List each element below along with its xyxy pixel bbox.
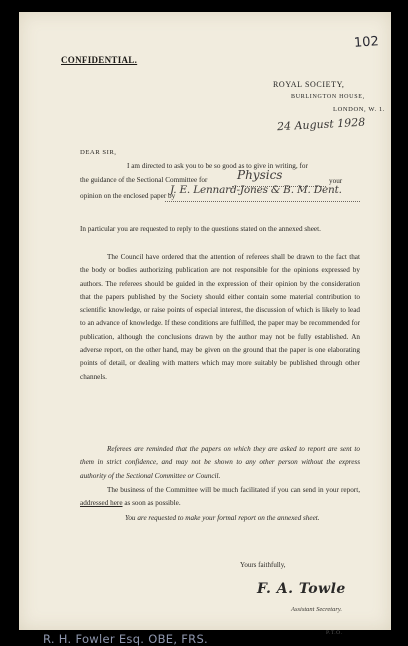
paragraph-2: In particular you are requested to reply to the questions stated on the annexed sheet. — [80, 225, 321, 233]
paragraph-1-line-3: opinion on the enclosed paper by — [80, 192, 176, 200]
handwritten-recipient: R. H. Fowler Esq. OBE, FRS. — [43, 632, 208, 646]
closing: Yours faithfully, — [240, 561, 286, 569]
salutation: DEAR SIR, — [80, 149, 117, 156]
confidential-heading: CONFIDENTIAL. — [61, 55, 138, 65]
address-line-2: BURLINGTON HOUSE, — [291, 94, 365, 100]
handwritten-date: 24 August 1928 — [276, 115, 366, 134]
paragraph-1-line-2: the guidance of the Sectional Committee for — [80, 176, 208, 184]
paragraph-5-end: as soon as possible. — [124, 499, 181, 508]
paragraph-1-your: your — [329, 177, 343, 185]
paragraph-1-line-1: I am directed to ask you to be so good as to give in writing, for — [127, 162, 308, 170]
paragraph-5-start: The business of the Committee will be much facilitated if you can send in your report, — [107, 486, 360, 494]
page-number: 102 — [353, 34, 380, 51]
letter-page — [19, 12, 391, 646]
signatory-title: Assistant Secretary. — [291, 606, 343, 613]
handwritten-authors: J. E. Lennard-Jones & B. M. Dent. — [170, 184, 342, 196]
paragraph-6: You are requested to make your formal report on the annexed sheet. — [125, 514, 320, 522]
paragraph-4: Referees are reminded that the papers on which they are asked to report are sent to them in strict confidence, and may not be shown to any other person without the express authority of the Sectional Committee or Council. — [80, 445, 360, 480]
paragraph-5 — [80, 484, 360, 511]
addressed-here-text: addressed here — [80, 499, 123, 508]
address-line-3: LONDON, W. 1. — [333, 106, 386, 113]
paragraph-3: The Council have ordered that the attention of referees shall be drawn to the fact that the body or bodies authorizing publication are not responsible for the opinions expressed by authors. The referees should be guided in the expression of their opinion by the consideration that the papers published by the Society should either contain some material contribution to scientific knowledge, or raise points of especial interest, the discussion of which is likely to lead to an advance of knowledge. If these conditions are fulfilled, the paper may be recommended for publication, although the conclusions drawn by the author may not be fully established. An adverse report, on the other hand, may be given on the ground that the paper is one elaborating points of detail, or dealing with matters which may more suitably be published through other channels. — [80, 253, 360, 381]
authors-fill-line — [165, 201, 360, 202]
address-line-1: ROYAL SOCIETY, — [273, 80, 345, 89]
handwritten-committee: Physics — [237, 168, 283, 182]
pto-note: P.T.O. — [326, 630, 343, 636]
signature: F. A. Towle — [257, 581, 346, 597]
